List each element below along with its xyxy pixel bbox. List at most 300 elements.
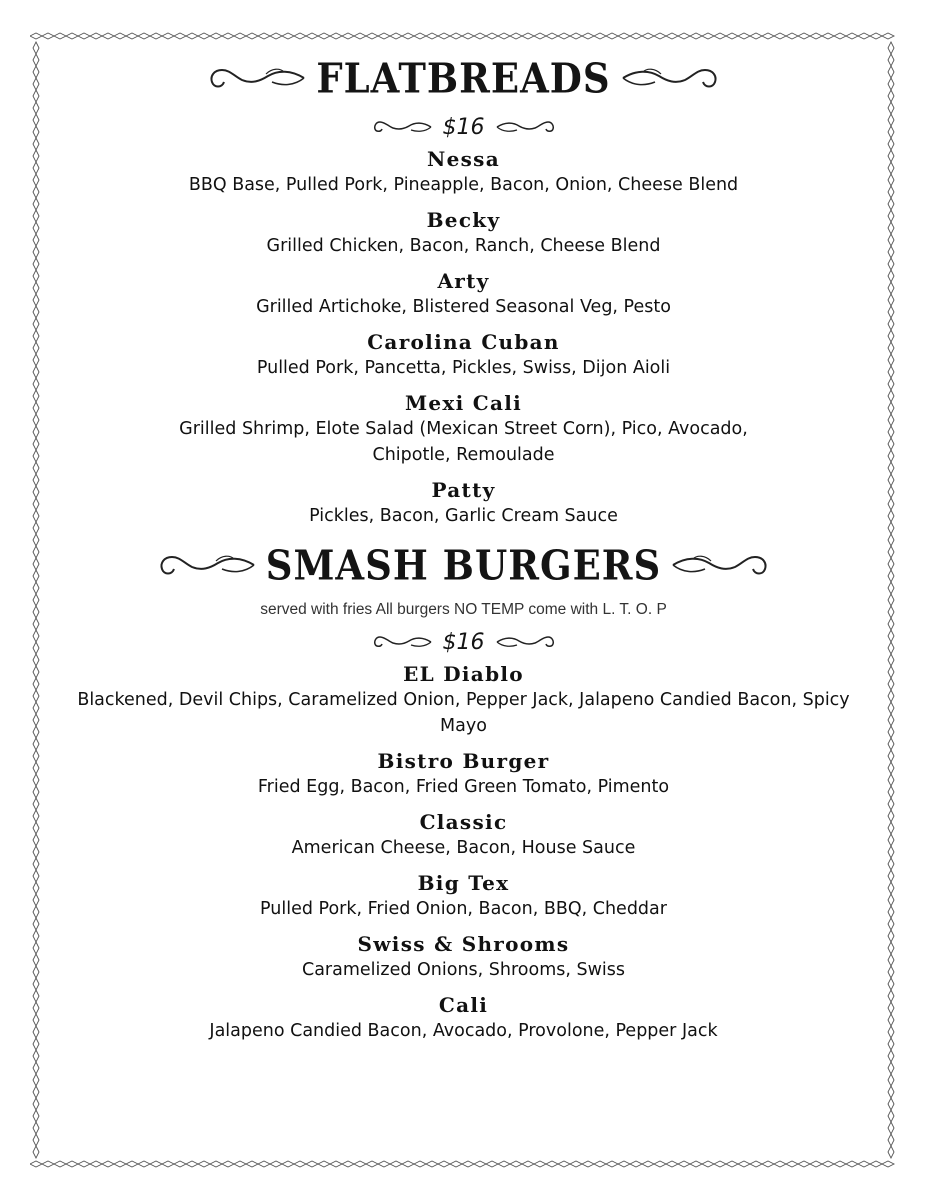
border-diamond	[33, 102, 39, 114]
border-diamond	[33, 1122, 39, 1134]
border-diamond	[33, 306, 39, 318]
border-diamond	[162, 33, 174, 39]
border-diamond	[414, 33, 426, 39]
border-diamond	[888, 150, 894, 162]
border-diamond	[33, 54, 39, 66]
border-diamond	[702, 33, 714, 39]
border-diamond	[888, 666, 894, 678]
border-diamond	[642, 33, 654, 39]
border-diamond	[690, 33, 702, 39]
border-diamond	[162, 1161, 174, 1167]
border-diamond	[666, 1161, 678, 1167]
border-diamond	[126, 33, 138, 39]
border-diamond	[594, 1161, 606, 1167]
flatbreads-price-row	[60, 108, 867, 146]
border-diamond	[486, 33, 498, 39]
border-diamond	[888, 66, 894, 78]
border-diamond	[846, 1161, 858, 1167]
border-diamond	[450, 1161, 462, 1167]
border-diamond	[33, 1086, 39, 1098]
border-diamond	[888, 810, 894, 822]
border-diamond	[888, 1086, 894, 1098]
border-diamond	[882, 33, 894, 39]
border-diamond	[888, 330, 894, 342]
border-diamond	[33, 786, 39, 798]
smash-burgers-price-row	[60, 623, 867, 661]
border-diamond	[834, 33, 846, 39]
border-diamond	[306, 33, 318, 39]
menu-page	[60, 48, 867, 1044]
border-diamond	[114, 33, 126, 39]
menu-item	[60, 992, 867, 1044]
border-diamond	[888, 750, 894, 762]
border-diamond	[33, 198, 39, 210]
item-name: Classic	[419, 810, 508, 834]
border-diamond	[33, 654, 39, 666]
border-diamond	[78, 33, 90, 39]
border-diamond	[33, 666, 39, 678]
menu-item	[60, 146, 867, 198]
border-diamond	[33, 66, 39, 78]
border-diamond	[888, 294, 894, 306]
border-diamond	[33, 774, 39, 786]
border-diamond	[822, 33, 834, 39]
border-diamond	[888, 882, 894, 894]
border-diamond	[570, 33, 582, 39]
item-description: Blackened, Devil Chips, Caramelized Onion, Pepper Jack, Jalapeno Candied Bacon, Spicy Mayo	[77, 690, 850, 736]
border-diamond	[888, 786, 894, 798]
border-diamond	[618, 33, 630, 39]
border-diamond	[426, 1161, 438, 1167]
border-diamond	[888, 1098, 894, 1110]
border-diamond	[738, 1161, 750, 1167]
border-diamond	[33, 1146, 39, 1158]
border-diamond	[702, 1161, 714, 1167]
border-diamond	[33, 1002, 39, 1014]
border-diamond	[888, 1026, 894, 1038]
border-diamond	[33, 1098, 39, 1110]
border-diamond	[33, 642, 39, 654]
border-diamond	[888, 498, 894, 510]
border-diamond	[33, 342, 39, 354]
border-diamond	[222, 33, 234, 39]
border-diamond	[258, 33, 270, 39]
border-diamond	[888, 426, 894, 438]
border-diamond	[33, 990, 39, 1002]
item-description: Pickles, Bacon, Garlic Cream Sauce	[309, 506, 618, 526]
border-diamond	[888, 210, 894, 222]
border-diamond	[786, 33, 798, 39]
border-diamond	[654, 1161, 666, 1167]
border-diamond	[510, 1161, 522, 1167]
border-diamond	[102, 1161, 114, 1167]
border-diamond	[522, 33, 534, 39]
border-diamond	[33, 966, 39, 978]
border-diamond	[294, 1161, 306, 1167]
border-diamond	[786, 1161, 798, 1167]
border-diamond	[33, 390, 39, 402]
border-diamond	[714, 33, 726, 39]
border-diamond	[888, 654, 894, 666]
menu-item	[60, 329, 867, 381]
border-diamond	[888, 414, 894, 426]
border-diamond	[888, 738, 894, 750]
border-diamond	[888, 606, 894, 618]
border-diamond	[888, 870, 894, 882]
item-description: Grilled Shrimp, Elote Salad (Mexican Street Corn), Pico, Avocado, Chipotle, Remoulade	[179, 419, 748, 465]
item-description: Jalapeno Candied Bacon, Avocado, Provolone, Pepper Jack	[209, 1021, 718, 1041]
border-diamond	[888, 486, 894, 498]
border-diamond	[33, 186, 39, 198]
border-diamond	[888, 366, 894, 378]
border-diamond	[762, 33, 774, 39]
item-description: Grilled Artichoke, Blistered Seasonal Veg, Pesto	[256, 297, 671, 317]
border-diamond	[66, 33, 78, 39]
border-diamond	[888, 450, 894, 462]
border-diamond	[33, 90, 39, 102]
border-diamond	[354, 33, 366, 39]
border-diamond	[546, 1161, 558, 1167]
border-diamond	[888, 894, 894, 906]
border-diamond	[888, 1122, 894, 1134]
border-diamond	[33, 606, 39, 618]
flatbreads-price: $16	[442, 114, 485, 140]
border-diamond	[888, 822, 894, 834]
border-diamond	[33, 246, 39, 258]
border-diamond	[846, 33, 858, 39]
border-diamond	[234, 33, 246, 39]
border-diamond	[33, 750, 39, 762]
border-diamond	[33, 702, 39, 714]
border-diamond	[390, 1161, 402, 1167]
border-diamond	[33, 426, 39, 438]
border-diamond	[888, 582, 894, 594]
border-diamond	[888, 234, 894, 246]
border-diamond	[888, 78, 894, 90]
border-diamond	[888, 438, 894, 450]
border-diamond	[738, 33, 750, 39]
small-flourish-right-icon	[495, 631, 555, 653]
border-diamond	[33, 978, 39, 990]
border-diamond	[33, 906, 39, 918]
menu-item	[60, 661, 867, 739]
flatbreads-items	[60, 146, 867, 529]
border-diamond	[270, 33, 282, 39]
border-diamond	[462, 1161, 474, 1167]
border-diamond	[888, 702, 894, 714]
border-diamond	[33, 1038, 39, 1050]
flourish-left-icon	[206, 60, 306, 96]
item-description: Caramelized Onions, Shrooms, Swiss	[301, 960, 626, 980]
border-diamond	[33, 1050, 39, 1062]
border-diamond	[888, 918, 894, 930]
menu-item	[60, 748, 867, 800]
border-diamond	[33, 582, 39, 594]
border-diamond	[414, 1161, 426, 1167]
border-diamond	[366, 33, 378, 39]
border-diamond	[33, 438, 39, 450]
border-diamond	[630, 33, 642, 39]
border-diamond	[888, 1134, 894, 1146]
border-diamond	[33, 234, 39, 246]
menu-item	[60, 931, 867, 983]
section-title-smash-burgers: SMASH BURGERS	[265, 540, 662, 590]
border-diamond	[330, 1161, 342, 1167]
border-diamond	[186, 33, 198, 39]
border-diamond	[888, 114, 894, 126]
border-diamond	[870, 33, 882, 39]
border-diamond	[546, 33, 558, 39]
menu-item	[60, 870, 867, 922]
menu-item	[60, 268, 867, 320]
border-diamond	[834, 1161, 846, 1167]
border-diamond	[33, 618, 39, 630]
border-diamond	[858, 1161, 870, 1167]
border-diamond	[33, 114, 39, 126]
border-diamond	[222, 1161, 234, 1167]
border-diamond	[294, 33, 306, 39]
border-diamond	[33, 258, 39, 270]
border-diamond	[888, 378, 894, 390]
border-diamond	[33, 150, 39, 162]
border-diamond	[33, 678, 39, 690]
border-diamond	[690, 1161, 702, 1167]
border-diamond	[888, 126, 894, 138]
border-diamond	[33, 222, 39, 234]
border-diamond	[42, 1161, 54, 1167]
border-diamond	[678, 1161, 690, 1167]
border-diamond	[282, 1161, 294, 1167]
border-diamond	[198, 1161, 210, 1167]
border-diamond	[888, 1074, 894, 1086]
item-name: Cali	[438, 993, 489, 1017]
border-diamond	[774, 33, 786, 39]
border-diamond	[33, 1026, 39, 1038]
border-diamond	[318, 33, 330, 39]
border-diamond	[33, 918, 39, 930]
border-diamond	[210, 1161, 222, 1167]
border-diamond	[30, 1161, 42, 1167]
border-diamond	[114, 1161, 126, 1167]
border-diamond	[33, 846, 39, 858]
section-title-flatbreads: FLATBREADS	[316, 53, 611, 103]
border-diamond	[888, 282, 894, 294]
border-diamond	[210, 33, 222, 39]
border-diamond	[570, 1161, 582, 1167]
border-diamond	[33, 798, 39, 810]
border-diamond	[33, 378, 39, 390]
border-diamond	[888, 474, 894, 486]
border-diamond	[102, 33, 114, 39]
border-diamond	[258, 1161, 270, 1167]
border-diamond	[726, 1161, 738, 1167]
smash-burgers-subtitle: served with fries All burgers NO TEMP come with L. T. O. P	[260, 601, 667, 618]
menu-item	[60, 390, 867, 468]
border-diamond	[438, 33, 450, 39]
border-diamond	[33, 138, 39, 150]
border-diamond	[888, 162, 894, 174]
border-diamond	[33, 474, 39, 486]
border-diamond	[606, 33, 618, 39]
border-diamond	[888, 1050, 894, 1062]
border-diamond	[33, 318, 39, 330]
smash-burgers-header	[60, 535, 867, 595]
border-diamond	[888, 990, 894, 1002]
border-diamond	[366, 1161, 378, 1167]
border-diamond	[33, 942, 39, 954]
border-diamond	[33, 954, 39, 966]
border-diamond	[810, 33, 822, 39]
border-diamond	[33, 414, 39, 426]
item-description: Fried Egg, Bacon, Fried Green Tomato, Pimento	[257, 777, 670, 797]
border-diamond	[246, 33, 258, 39]
border-diamond	[888, 102, 894, 114]
border-diamond	[450, 33, 462, 39]
border-diamond	[33, 930, 39, 942]
border-diamond	[330, 33, 342, 39]
border-diamond	[42, 33, 54, 39]
border-diamond	[726, 33, 738, 39]
border-diamond	[33, 1062, 39, 1074]
flourish-right-icon	[621, 60, 721, 96]
small-flourish-right-icon	[495, 116, 555, 138]
border-diamond	[138, 33, 150, 39]
item-name: Mexi Cali	[404, 391, 523, 415]
smash-burgers-price: $16	[442, 629, 485, 655]
border-diamond	[174, 33, 186, 39]
border-diamond	[774, 1161, 786, 1167]
border-diamond	[750, 1161, 762, 1167]
border-diamond	[150, 1161, 162, 1167]
border-diamond	[888, 90, 894, 102]
border-diamond	[888, 774, 894, 786]
flourish-left-icon	[156, 547, 256, 583]
border-diamond	[654, 33, 666, 39]
border-diamond	[888, 354, 894, 366]
item-description: BBQ Base, Pulled Pork, Pineapple, Bacon, Onion, Cheese Blend	[188, 175, 739, 195]
item-name: Arty	[437, 269, 490, 293]
border-diamond	[510, 33, 522, 39]
border-diamond	[33, 510, 39, 522]
border-diamond	[888, 714, 894, 726]
border-diamond	[33, 1110, 39, 1122]
border-diamond	[888, 570, 894, 582]
border-diamond	[486, 1161, 498, 1167]
border-diamond	[342, 1161, 354, 1167]
border-diamond	[888, 630, 894, 642]
border-diamond	[888, 402, 894, 414]
border-diamond	[33, 594, 39, 606]
border-diamond	[66, 1161, 78, 1167]
item-name: EL Diablo	[403, 662, 524, 686]
border-diamond	[33, 486, 39, 498]
border-diamond	[282, 33, 294, 39]
border-diamond	[462, 33, 474, 39]
border-diamond	[888, 618, 894, 630]
border-diamond	[33, 294, 39, 306]
border-diamond	[888, 510, 894, 522]
border-diamond	[888, 846, 894, 858]
border-diamond	[33, 570, 39, 582]
border-diamond	[618, 1161, 630, 1167]
border-diamond	[33, 282, 39, 294]
menu-item	[60, 477, 867, 529]
border-diamond	[888, 1146, 894, 1158]
border-diamond	[882, 1161, 894, 1167]
border-diamond	[888, 1110, 894, 1122]
border-diamond	[33, 498, 39, 510]
border-diamond	[33, 402, 39, 414]
border-diamond	[798, 33, 810, 39]
border-diamond	[474, 1161, 486, 1167]
border-diamond	[126, 1161, 138, 1167]
border-diamond	[186, 1161, 198, 1167]
border-diamond	[888, 270, 894, 282]
border-diamond	[90, 33, 102, 39]
item-name: Patty	[431, 478, 496, 502]
border-diamond	[33, 546, 39, 558]
border-diamond	[870, 1161, 882, 1167]
border-diamond	[306, 1161, 318, 1167]
border-diamond	[582, 33, 594, 39]
border-diamond	[33, 354, 39, 366]
border-diamond	[33, 834, 39, 846]
border-diamond	[888, 174, 894, 186]
border-diamond	[888, 858, 894, 870]
border-diamond	[888, 222, 894, 234]
small-flourish-left-icon	[373, 116, 433, 138]
border-diamond	[888, 306, 894, 318]
flatbreads-header	[60, 48, 867, 108]
border-diamond	[33, 42, 39, 54]
border-diamond	[888, 594, 894, 606]
border-diamond	[678, 33, 690, 39]
border-diamond	[246, 1161, 258, 1167]
item-name: Swiss & Shrooms	[357, 932, 570, 956]
border-diamond	[33, 1134, 39, 1146]
flourish-right-icon	[671, 547, 771, 583]
border-diamond	[30, 33, 42, 39]
item-name: Bistro Burger	[377, 749, 550, 773]
border-diamond	[642, 1161, 654, 1167]
border-diamond	[888, 678, 894, 690]
border-diamond	[33, 894, 39, 906]
border-diamond	[174, 1161, 186, 1167]
border-diamond	[33, 762, 39, 774]
border-diamond	[558, 33, 570, 39]
border-diamond	[888, 954, 894, 966]
border-diamond	[558, 1161, 570, 1167]
border-diamond	[798, 1161, 810, 1167]
border-diamond	[90, 1161, 102, 1167]
border-diamond	[378, 1161, 390, 1167]
border-diamond	[198, 33, 210, 39]
border-diamond	[888, 930, 894, 942]
border-diamond	[888, 522, 894, 534]
border-diamond	[888, 186, 894, 198]
border-diamond	[33, 462, 39, 474]
border-diamond	[714, 1161, 726, 1167]
border-diamond	[33, 534, 39, 546]
border-diamond	[33, 858, 39, 870]
border-diamond	[822, 1161, 834, 1167]
border-diamond	[888, 798, 894, 810]
item-name: Becky	[426, 208, 501, 232]
border-diamond	[888, 726, 894, 738]
border-diamond	[33, 726, 39, 738]
border-diamond	[888, 558, 894, 570]
smash-burgers-items	[60, 661, 867, 1044]
